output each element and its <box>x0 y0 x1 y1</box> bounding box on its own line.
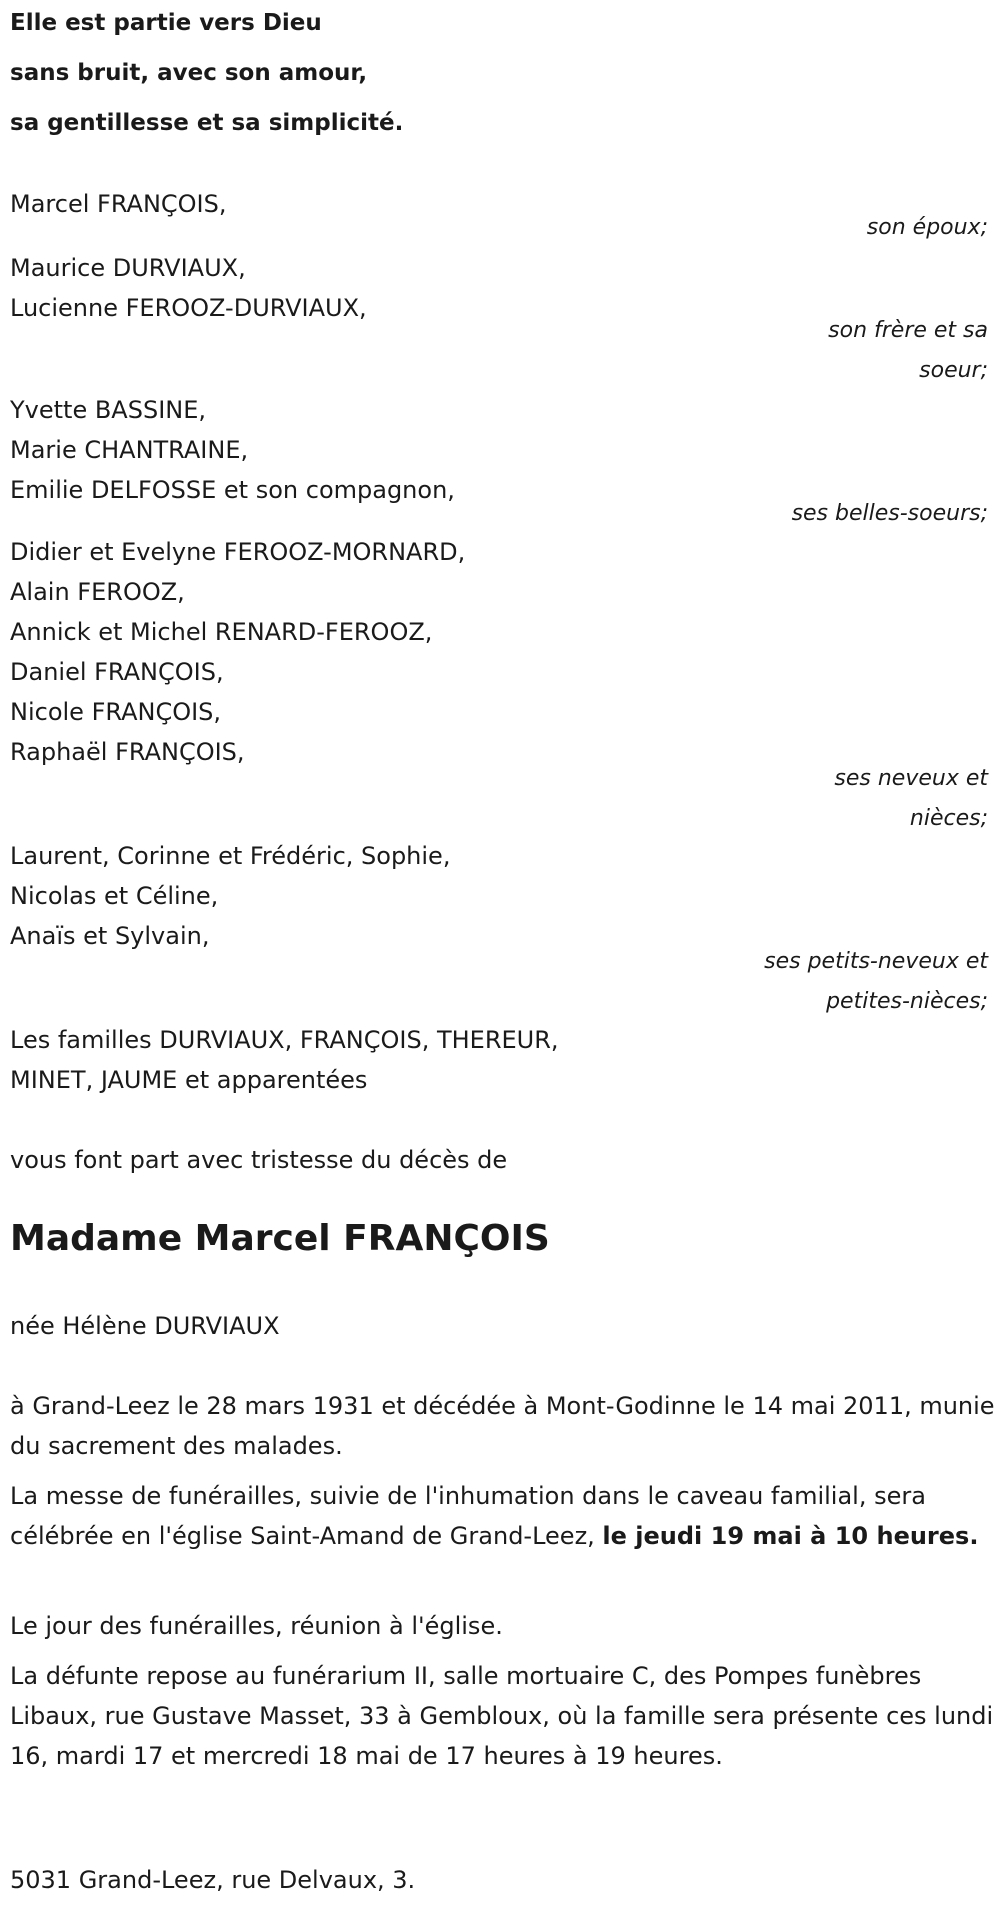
grandnephew-name: Laurent, Corinne et Frédéric, Sophie, <box>10 842 451 870</box>
viewing-paragraph: La défunte repose au funérarium II, salle mortuaire C, des Pompes funèbres Libaux, rue Gustave Masset, 33 à Gembloux, où la famille sera présente ces lundi 16, mardi 17 et mercredi 18 mai de 17 heures à 19 heures. <box>10 1662 994 1770</box>
birth-death-paragraph: à Grand-Leez le 28 mars 1931 et décédée à Mont-Godinne le 14 mai 2011, munie du sacrement des malades. <box>10 1392 995 1460</box>
grandnephews-relation-line-1: ses petits-neveux et <box>764 949 988 974</box>
inlaw-name: Emilie DELFOSSE et son compagnon, <box>10 476 455 504</box>
inlaw-name: Yvette BASSINE, <box>10 396 207 424</box>
gathering-paragraph: Le jour des funérailles, réunion à l'église. <box>10 1612 503 1640</box>
siblings-relation-line-2: soeur; <box>919 358 988 383</box>
intro-line-2: sans bruit, avec son amour, <box>10 60 368 86</box>
funeral-mass-date: le jeudi 19 mai à 10 heures. <box>602 1522 979 1550</box>
nephews-relation-line-2: nièces; <box>909 806 988 831</box>
nephew-name: Nicole FRANÇOIS, <box>10 698 222 726</box>
spouse-name: Marcel FRANÇOIS, <box>10 190 227 218</box>
sibling-name: Lucienne FEROOZ-DURVIAUX, <box>10 294 367 322</box>
funeral-mass-paragraph <box>10 1476 995 1556</box>
families-line-2: MINET, JAUME et apparentées <box>10 1066 368 1094</box>
families-line-1: Les familles DURVIAUX, FRANÇOIS, THEREUR, <box>10 1026 559 1054</box>
funeral-mass-text: La messe de funérailles, suivie de l'inhumation dans le caveau familial, sera célébrée en l'église Saint-Amand de Grand-Leez, <box>10 1482 926 1550</box>
nephew-name: Alain FEROOZ, <box>10 578 185 606</box>
grandnephew-name: Nicolas et Céline, <box>10 882 219 910</box>
nephew-name: Raphaël FRANÇOIS, <box>10 738 245 766</box>
nephew-name: Didier et Evelyne FEROOZ-MORNARD, <box>10 538 466 566</box>
nephew-name: Daniel FRANÇOIS, <box>10 658 224 686</box>
inlaw-name: Marie CHANTRAINE, <box>10 436 249 464</box>
siblings-relation-line-1: son frère et sa <box>828 318 988 343</box>
nephews-relation-line-1: ses neveux et <box>834 766 988 791</box>
deceased-name: Madame Marcel FRANÇOIS <box>10 1218 550 1259</box>
announcement-text: vous font part avec tristesse du décès de <box>10 1146 508 1174</box>
spouse-relation: son époux; <box>866 215 988 240</box>
nephew-name: Annick et Michel RENARD-FEROOZ, <box>10 618 433 646</box>
birth-name: née Hélène DURVIAUX <box>10 1312 280 1340</box>
intro-line-3: sa gentillesse et sa simplicité. <box>10 110 404 136</box>
grandnephews-relation-line-2: petites-nièces; <box>826 989 988 1014</box>
family-address: 5031 Grand-Leez, rue Delvaux, 3. <box>10 1866 416 1894</box>
grandnephew-name: Anaïs et Sylvain, <box>10 922 210 950</box>
intro-line-1: Elle est partie vers Dieu <box>10 10 322 36</box>
sibling-name: Maurice DURVIAUX, <box>10 254 246 282</box>
inlaws-relation: ses belles-soeurs; <box>791 501 988 526</box>
